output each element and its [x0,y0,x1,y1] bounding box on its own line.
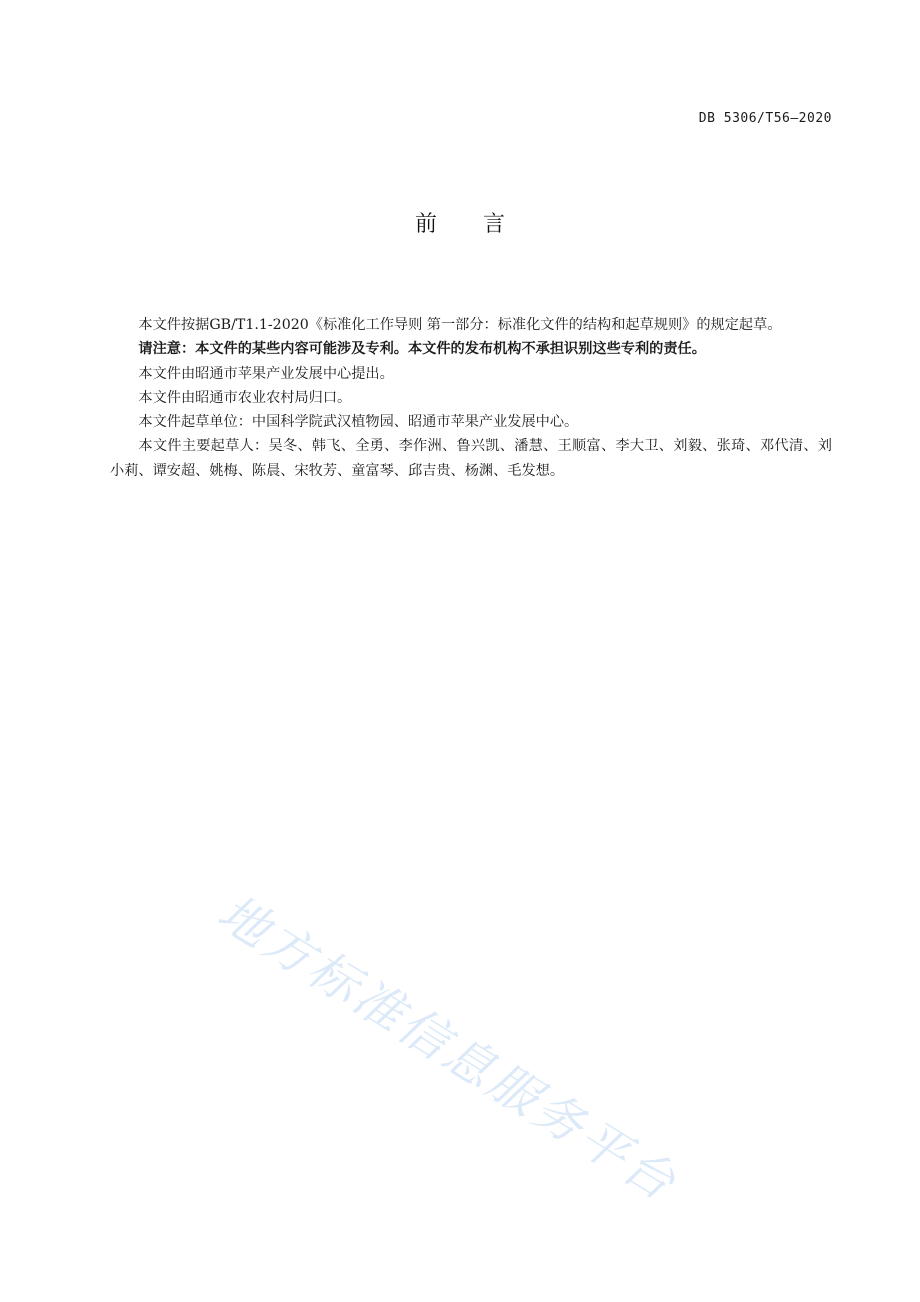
patent-notice: 请注意：本文件的某些内容可能涉及专利。本文件的发布机构不承担识别这些专利的责任。 [138,341,706,358]
paragraph-proposed-by: 本文件由昭通市苹果产业发展中心提出。 [138,365,394,382]
paragraph-drafting-rules: 本文件按据GB/T1.1-2020《标准化工作导则 第一部分：标准化文件的结构和起草规则》的规定起草。 [138,317,782,333]
paragraph-drafting-units: 本文件起草单位：中国科学院武汉植物园、昭通市苹果产业发展中心。 [138,414,579,431]
watermark-text: 地方标准信息服务平台 [208,883,688,1214]
document-code: DB 5306/T56—2020 [698,111,832,126]
paragraph-centralized-by: 本文件由昭通市农业农村局归口。 [138,389,352,406]
paragraph-drafters: 本文件主要起草人：吴冬、韩飞、全勇、李作洲、鲁兴凯、潘慧、王顺富、李大卫、刘毅、张琦、邓代清、刘小莉、谭安超、姚梅、陈晨、宋牧芳、童富琴、邱吉贵、杨渊、毛发想。 [110,438,832,479]
foreword-body [110,313,832,483]
page-title: 前言 [414,212,551,237]
